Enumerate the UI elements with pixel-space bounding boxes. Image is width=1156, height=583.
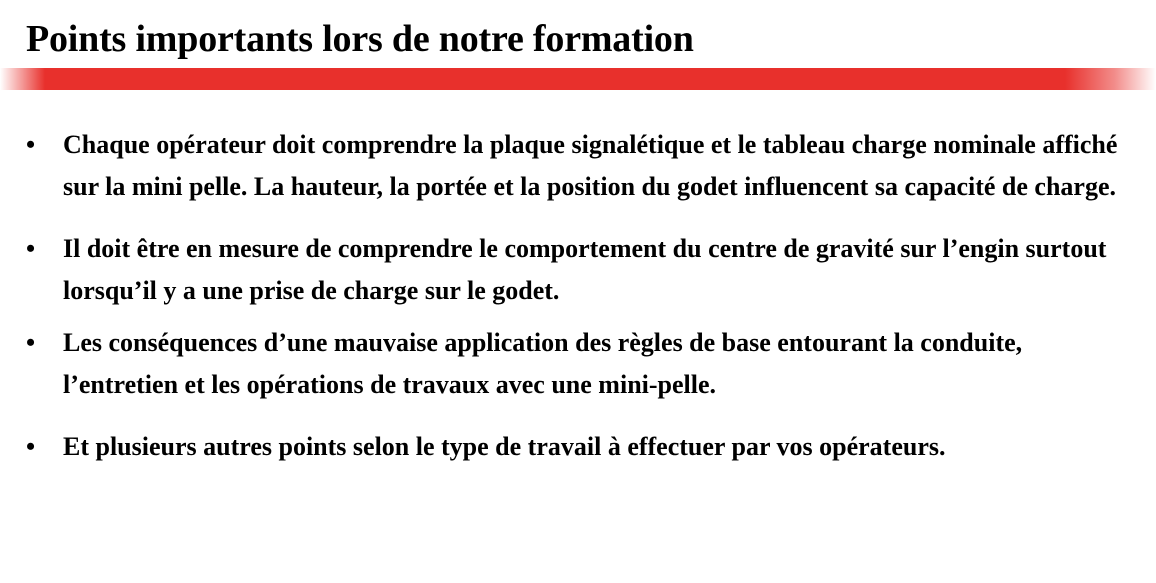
bullet-item: [0, 124, 1156, 208]
bullet-item: [0, 322, 1156, 406]
bullet-text: Chaque opérateur doit comprendre la plaque signalétique et le tableau charge nominale affiché sur la mini pelle. La hauteur, la portée et la position du godet influencent sa capacité de charge.: [63, 130, 1118, 201]
bullet-item: [0, 228, 1156, 312]
bullet-dot-icon: •: [26, 234, 36, 263]
bullet-text: Et plusieurs autres points selon le type de travail à effectuer par vos opérateurs.: [63, 432, 946, 461]
bullet-item: [0, 426, 1156, 468]
bullet-text: Les conséquences d’une mauvaise application des règles de base entourant la conduite, l’entretien et les opérations de travaux avec une mini-pelle.: [63, 328, 1023, 399]
bullet-dot-icon: •: [26, 432, 36, 461]
title-underline-bar: [0, 68, 1156, 90]
bullet-text: Il doit être en mesure de comprendre le comportement du centre de gravité sur l’engin surtout lorsqu’il y a une prise de charge sur le godet.: [63, 234, 1107, 305]
bullet-dot-icon: •: [26, 130, 36, 159]
bullet-dot-icon: •: [26, 328, 36, 357]
bullet-list: [0, 124, 1156, 488]
slide-title: Points importants lors de notre formation: [26, 18, 694, 60]
